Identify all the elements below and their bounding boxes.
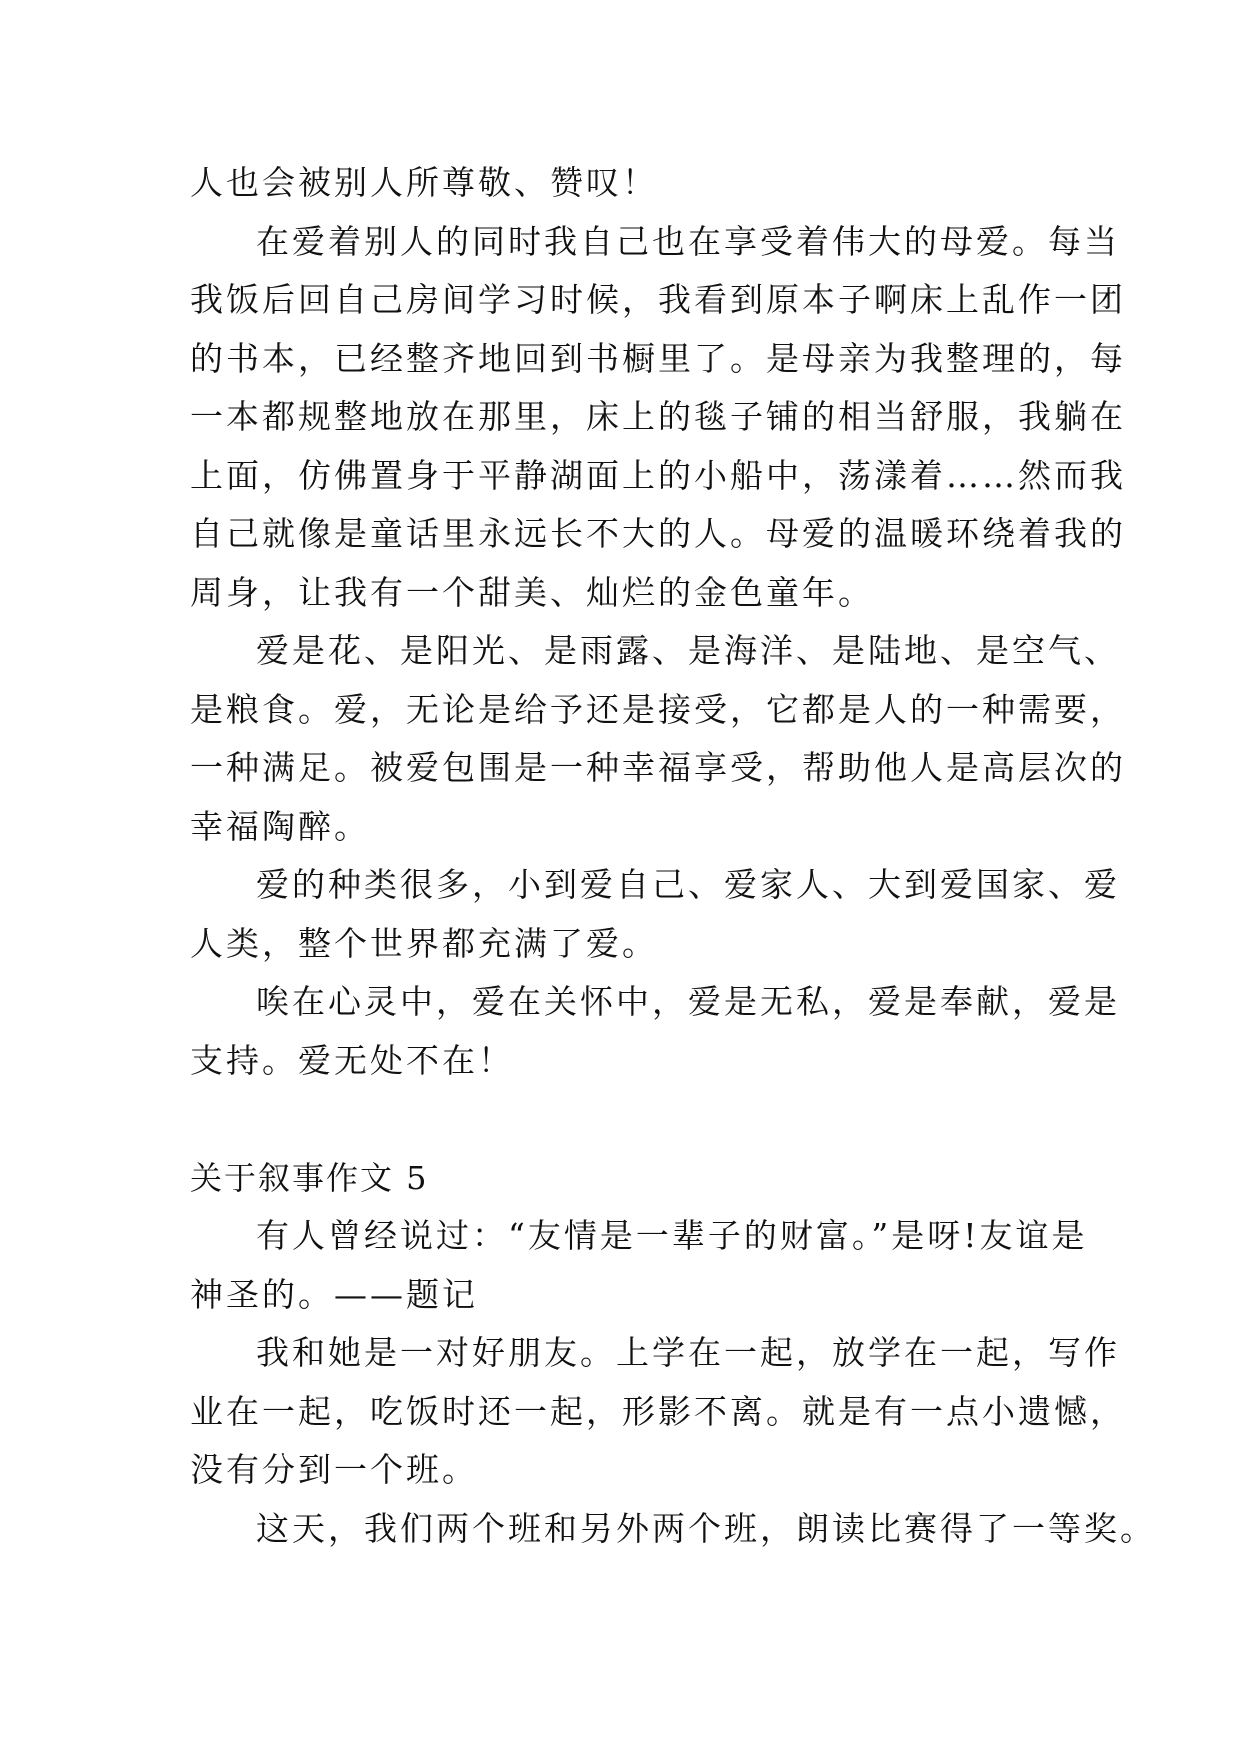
section-gap (190, 1090, 1060, 1149)
text-line: 没有分到一个班。 (190, 1450, 478, 1489)
text-line: 一种满足。被爱包围是一种幸福享受，帮助他人是高层次的 (190, 748, 1126, 787)
text-line: 的书本，已经整齐地回到书橱里了。是母亲为我整理的，每 (190, 338, 1126, 378)
text-line: 我饭后回自己房间学习时候，我看到原本子啊床上乱作一团 (190, 280, 1126, 319)
paragraph-start-line: 唉在心灵中，爱在关怀中，爱是无私，爱是奉献，爱是 (256, 982, 1120, 1021)
paragraph-start-line: 爱的种类很多，小到爱自己、爱家人、大到爱国家、爱 (256, 865, 1120, 904)
text-line: 是粮食。爱，无论是给予还是接受，它都是人的一种需要， (190, 689, 1126, 729)
text-line: 神圣的。——题记 (190, 1274, 478, 1314)
text-line: 一本都规整地放在那里，床上的毯子铺的相当舒服，我躺在 (190, 397, 1126, 436)
text-line: 人也会被别人所尊敬、赞叹！ (190, 163, 658, 202)
text-line: 支持。爱无处不在！ (190, 1040, 514, 1080)
text-line: 幸福陶醉。 (190, 806, 370, 846)
text-line: 上面，仿佛置身于平静湖面上的小船中，荡漾着……然而我 (190, 455, 1126, 495)
paragraph-start-line: 在爱着别人的同时我自己也在享受着伟大的母爱。每当 (256, 221, 1120, 261)
paragraph-start-line: 这天，我们两个班和另外两个班，朗读比赛得了一等奖。 (256, 1508, 1156, 1548)
paragraph-start-line: 我和她是一对好朋友。上学在一起，放学在一起，写作 (256, 1333, 1120, 1372)
section-heading: 关于叙事作文 5 (190, 1158, 429, 1197)
text-line: 自己就像是童话里永远长不大的人。母爱的温暖环绕着我的 (190, 514, 1126, 553)
text-line: 业在一起，吃饭时还一起，形影不离。就是有一点小遗憾， (190, 1391, 1126, 1431)
text-line: 周身，让我有一个甜美、灿烂的金色童年。 (190, 572, 874, 612)
paragraph-start-line: 有人曾经说过：“友情是一辈子的财富。”是呀!友谊是 (256, 1216, 1088, 1255)
document-body (190, 154, 1156, 1558)
paragraph-start-line: 爱是花、是阳光、是雨露、是海洋、是陆地、是空气、 (256, 631, 1120, 670)
text-line: 人类，整个世界都充满了爱。 (190, 923, 658, 963)
